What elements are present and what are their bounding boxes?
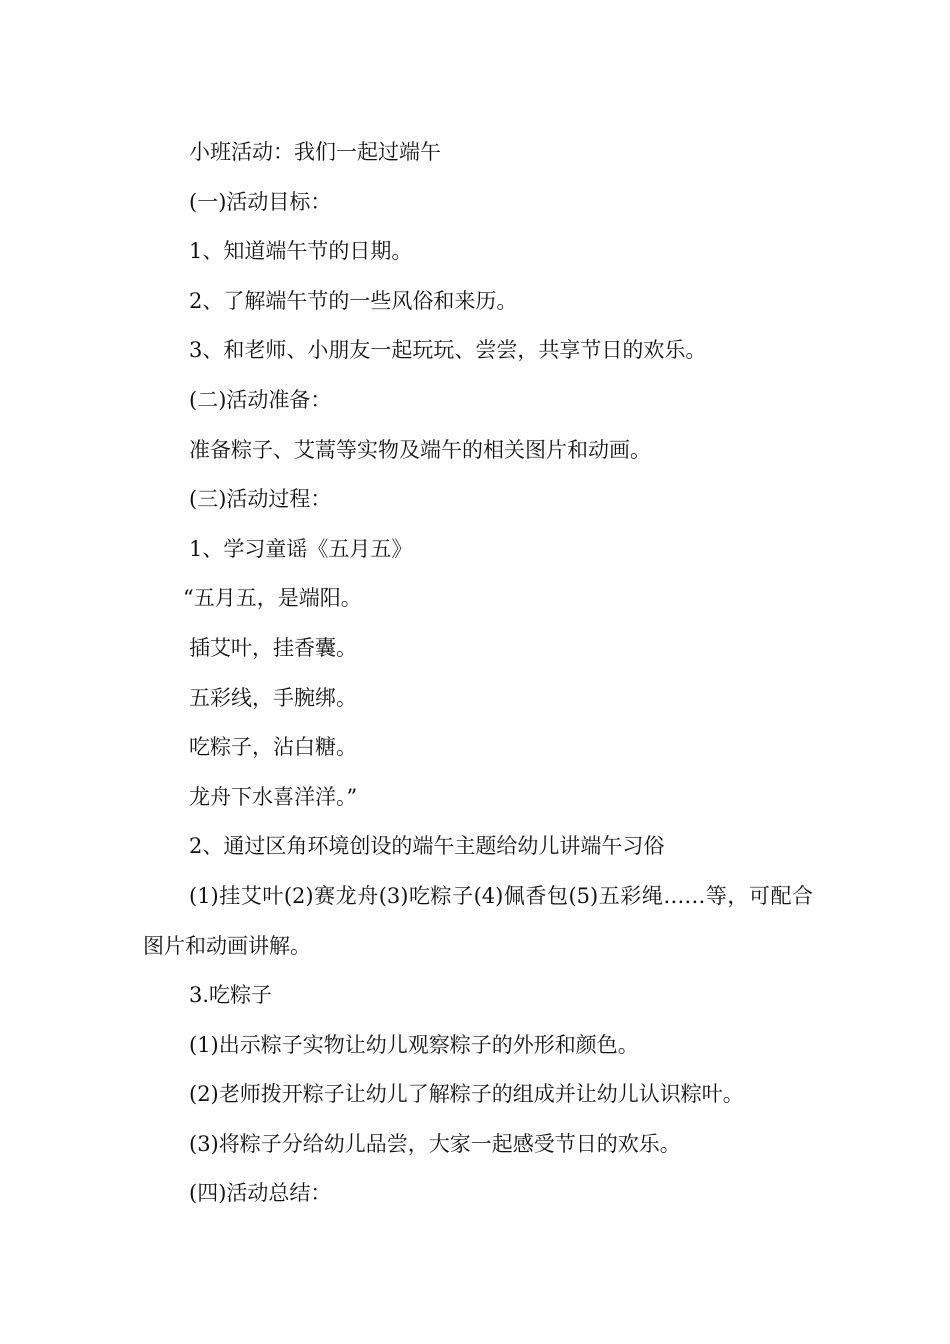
eat-step-item: (1)出示粽子实物让幼儿观察粽子的外形和颜色。	[189, 1032, 639, 1057]
rhyme-line: 五彩线，手腕绑。	[189, 685, 357, 710]
step-heading: 3.吃粽子	[189, 983, 273, 1008]
rhyme-line: 插艾叶，挂香囊。	[189, 635, 357, 660]
eat-step-item: (3)将粽子分给幼儿品尝，大家一起感受节日的欢乐。	[189, 1131, 681, 1156]
step-heading: 2、通过区角环境创设的端午主题给幼儿讲端午习俗	[189, 834, 665, 859]
customs-paragraph: (1)挂艾叶(2)赛龙舟(3)吃粽子(4)佩香包(5)五彩绳……等，可配合图片和动画讲解。	[143, 883, 813, 958]
step-heading: 1、学习童谣《五月五》	[189, 536, 413, 561]
eat-step-item: (2)老师拨开粽子让幼儿了解粽子的组成并让幼儿认识粽叶。	[189, 1082, 744, 1107]
document-title: 小班活动：我们一起过端午	[189, 140, 441, 164]
rhyme-line: 吃粽子，沾白糖。	[189, 735, 357, 760]
goal-item: 2、了解端午节的一些风俗和来历。	[189, 288, 518, 313]
goal-item: 3、和老师、小朋友一起玩玩、尝尝，共享节日的欢乐。	[189, 338, 707, 363]
goal-item: 1、知道端午节的日期。	[189, 239, 413, 264]
rhyme-line: “五月五，是端阳。	[183, 586, 362, 611]
prep-heading: (二)活动准备：	[189, 387, 332, 412]
rhyme-line: 龙舟下水喜洋洋。”	[189, 784, 358, 809]
document-body	[143, 128, 813, 1219]
process-heading: (三)活动过程：	[189, 487, 332, 512]
summary-heading: (四)活动总结：	[189, 1181, 332, 1206]
goals-heading: (一)活动目标：	[189, 189, 332, 214]
prep-text: 准备粽子、艾蒿等实物及端午的相关图片和动画。	[189, 437, 651, 462]
